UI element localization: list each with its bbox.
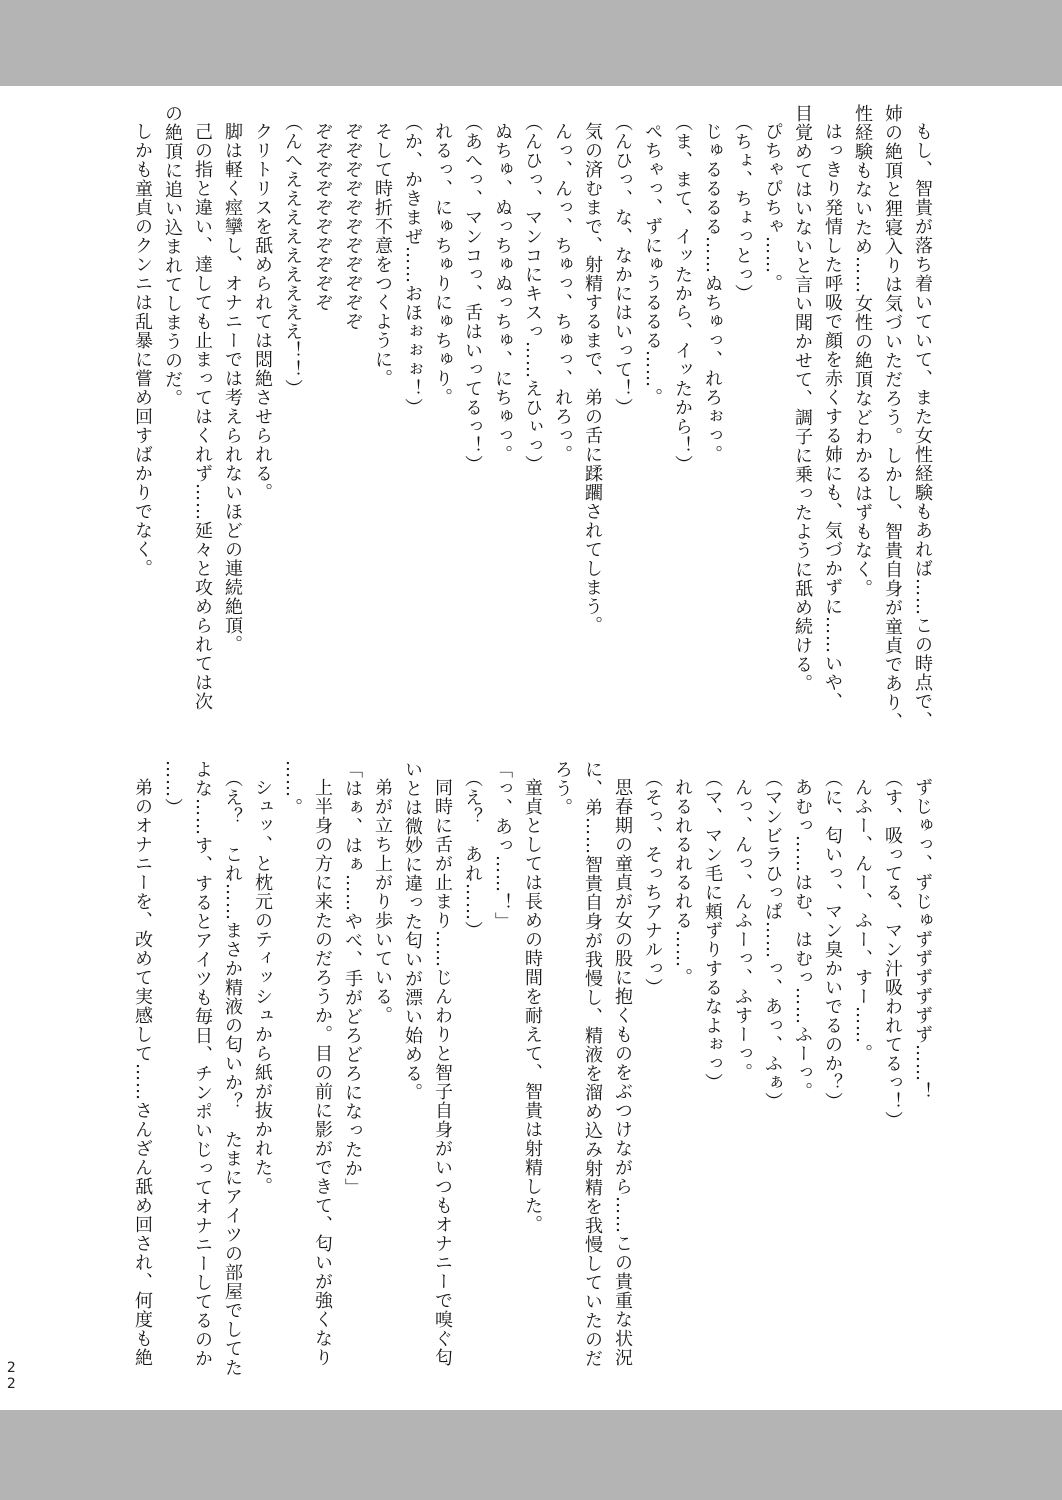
text-line: （か、かきまぜ……おほぉぉぉ！）: [402, 113, 423, 417]
text-line: そして時折不意をつくように。: [372, 122, 393, 388]
text-line: （す、吸ってる、マン汁吸われてるっ！）: [882, 769, 903, 1130]
text-line: （ま、まて、イッたから、イッたから！）: [672, 113, 693, 474]
text-line: もし、智貴が落ち着いていて、また女性経験もあれば……この時点で、: [912, 122, 933, 730]
text-line: じゅるるるる……ぬちゅっ、れろぉっ。: [702, 122, 723, 464]
text-line: シュッ、と枕元のティッシュから紙が抜かれた。: [252, 778, 273, 1196]
text-line: いとは微妙に違った匂いが漂い始める。: [402, 760, 423, 1102]
text-line: （んひっ、な、なかにはいって！）: [612, 113, 633, 417]
text-line: クリトリスを舐められては悶絶させられる。: [252, 122, 273, 502]
text-line: ぞぞぞぞぞぞぞぞぞぞ: [312, 122, 333, 312]
text-line: 「っ、あっ……！」: [492, 760, 513, 931]
text-line: ろう。: [552, 760, 573, 817]
text-line: ぬちゅ、ぬっちゅぬっちゅ、にちゅっ。: [492, 122, 513, 464]
text-line: （え？ あれ……）: [462, 769, 483, 940]
text-line: あむっ……はむ、はむっ……ふーっ。: [792, 778, 813, 1101]
text-line: （マ、マン毛に頬ずりするなよぉっ）: [702, 769, 723, 1092]
text-line: 姉の絶頂と狸寝入りは気づいただろう。しかし、智貴自身が童貞であり、: [882, 104, 903, 731]
top-margin-strip: [0, 0, 1062, 86]
text-line: （ちょ、ちょっとっ）: [732, 113, 753, 303]
text-line: ぞぞぞぞぞぞぞぞぞぞぞ: [342, 122, 363, 331]
text-line: 思春期の童貞が女の股に抱くものをぶつけながら……この貴重な状況: [612, 778, 633, 1367]
text-line: 目覚めてはいないと言い聞かせて、調子に乗ったように舐め続ける。: [792, 104, 813, 693]
text-line: に、弟……智貴自身が我慢し、精液を溜め込み射精を我慢していたのだ: [582, 760, 603, 1368]
text-line: 上半身の方に来たのだろうか。目の前に影ができて、匂いが強くなり: [312, 778, 333, 1367]
text-line: の絶頂に追い込まれてしまうのだ。: [162, 104, 183, 408]
text-line: 性経験もないため……女性の絶頂などわかるはずもなく。: [852, 104, 873, 598]
text-block-bottom: [127, 760, 937, 1404]
text-line: （そっ、そっちアナルっ）: [642, 769, 663, 997]
text-line: ぺちゃっ、ずにゅうるるる……。: [642, 122, 663, 407]
text-line: 弟のオナニーを、改めて実感して……さんざん舐め回され、何度も絶: [132, 778, 153, 1367]
text-block-top: [127, 104, 937, 748]
text-line: んっ、んっ、ちゅっ、ちゅっ、れろっ。: [552, 122, 573, 464]
text-line: れるれるれるれる……。: [672, 778, 693, 987]
text-line: ぴちゃぴちゃ……。: [762, 122, 783, 293]
text-line: 童貞としては長めの時間を耐えて、智貴は射精した。: [522, 778, 543, 1234]
text-line: よな……す、するとアイツも毎日、チンポいじってオナニーしてるのか: [192, 760, 213, 1368]
text-line: ずじゅっ、ずじゅずずずずずず……！: [912, 778, 933, 1101]
text-line: 気の済むまで、射精するまで、弟の舌に蹂躙されてしまう。: [582, 122, 603, 635]
text-line: 弟が立ち上がり歩いている。: [372, 778, 393, 1025]
text-line: しかも童貞のクンニは乱暴に嘗め回すばかりでなく。: [132, 122, 153, 578]
text-line: （に、匂いっ、マン臭かいでるのか？）: [822, 769, 843, 1111]
text-line: んっ、んっ、んふーっ、ふすーっ。: [732, 778, 753, 1082]
page-number: 22: [3, 1360, 20, 1392]
text-line: んふー、んー、ふー、すー……。: [852, 778, 873, 1063]
text-line: 己の指と違い、達しても止まってはくれず……延々と攻められては次: [192, 122, 213, 711]
text-line: 同時に舌が止まり……じんわりと智子自身がいつもオナニーで嗅ぐ匂: [432, 778, 453, 1367]
text-line: （え？ これ……まさか精液の匂いか？ たまにアイツの部屋でしてた: [222, 769, 243, 1377]
text-line: 脚は軽く痙攣し、オナニーでは考えられないほどの連続絶頂。: [222, 122, 243, 654]
text-line: はっきり発情した呼吸で顔を赤くする姉にも、気づかずに……いや、: [822, 122, 843, 711]
text-line: ……）: [162, 760, 183, 817]
text-line: 「はぁ、はぁ……やべ、手がどろどろになったか」: [342, 760, 363, 1197]
bottom-margin-strip: [0, 1410, 1062, 1500]
text-line: （んへえええええええええ！！）: [282, 113, 303, 398]
text-line: （んひっ、マンコにキスっ……えひぃっ）: [522, 113, 543, 474]
text-line: ……。: [282, 760, 303, 817]
text-line: （あへっ、マンコっ、舌はいってるっ！）: [462, 113, 483, 474]
text-line: れるっ、にゅちゅりにゅちゅり。: [432, 122, 453, 407]
text-line: （マンビラひっぱ……っ、あっ、ふぁ）: [762, 769, 783, 1111]
